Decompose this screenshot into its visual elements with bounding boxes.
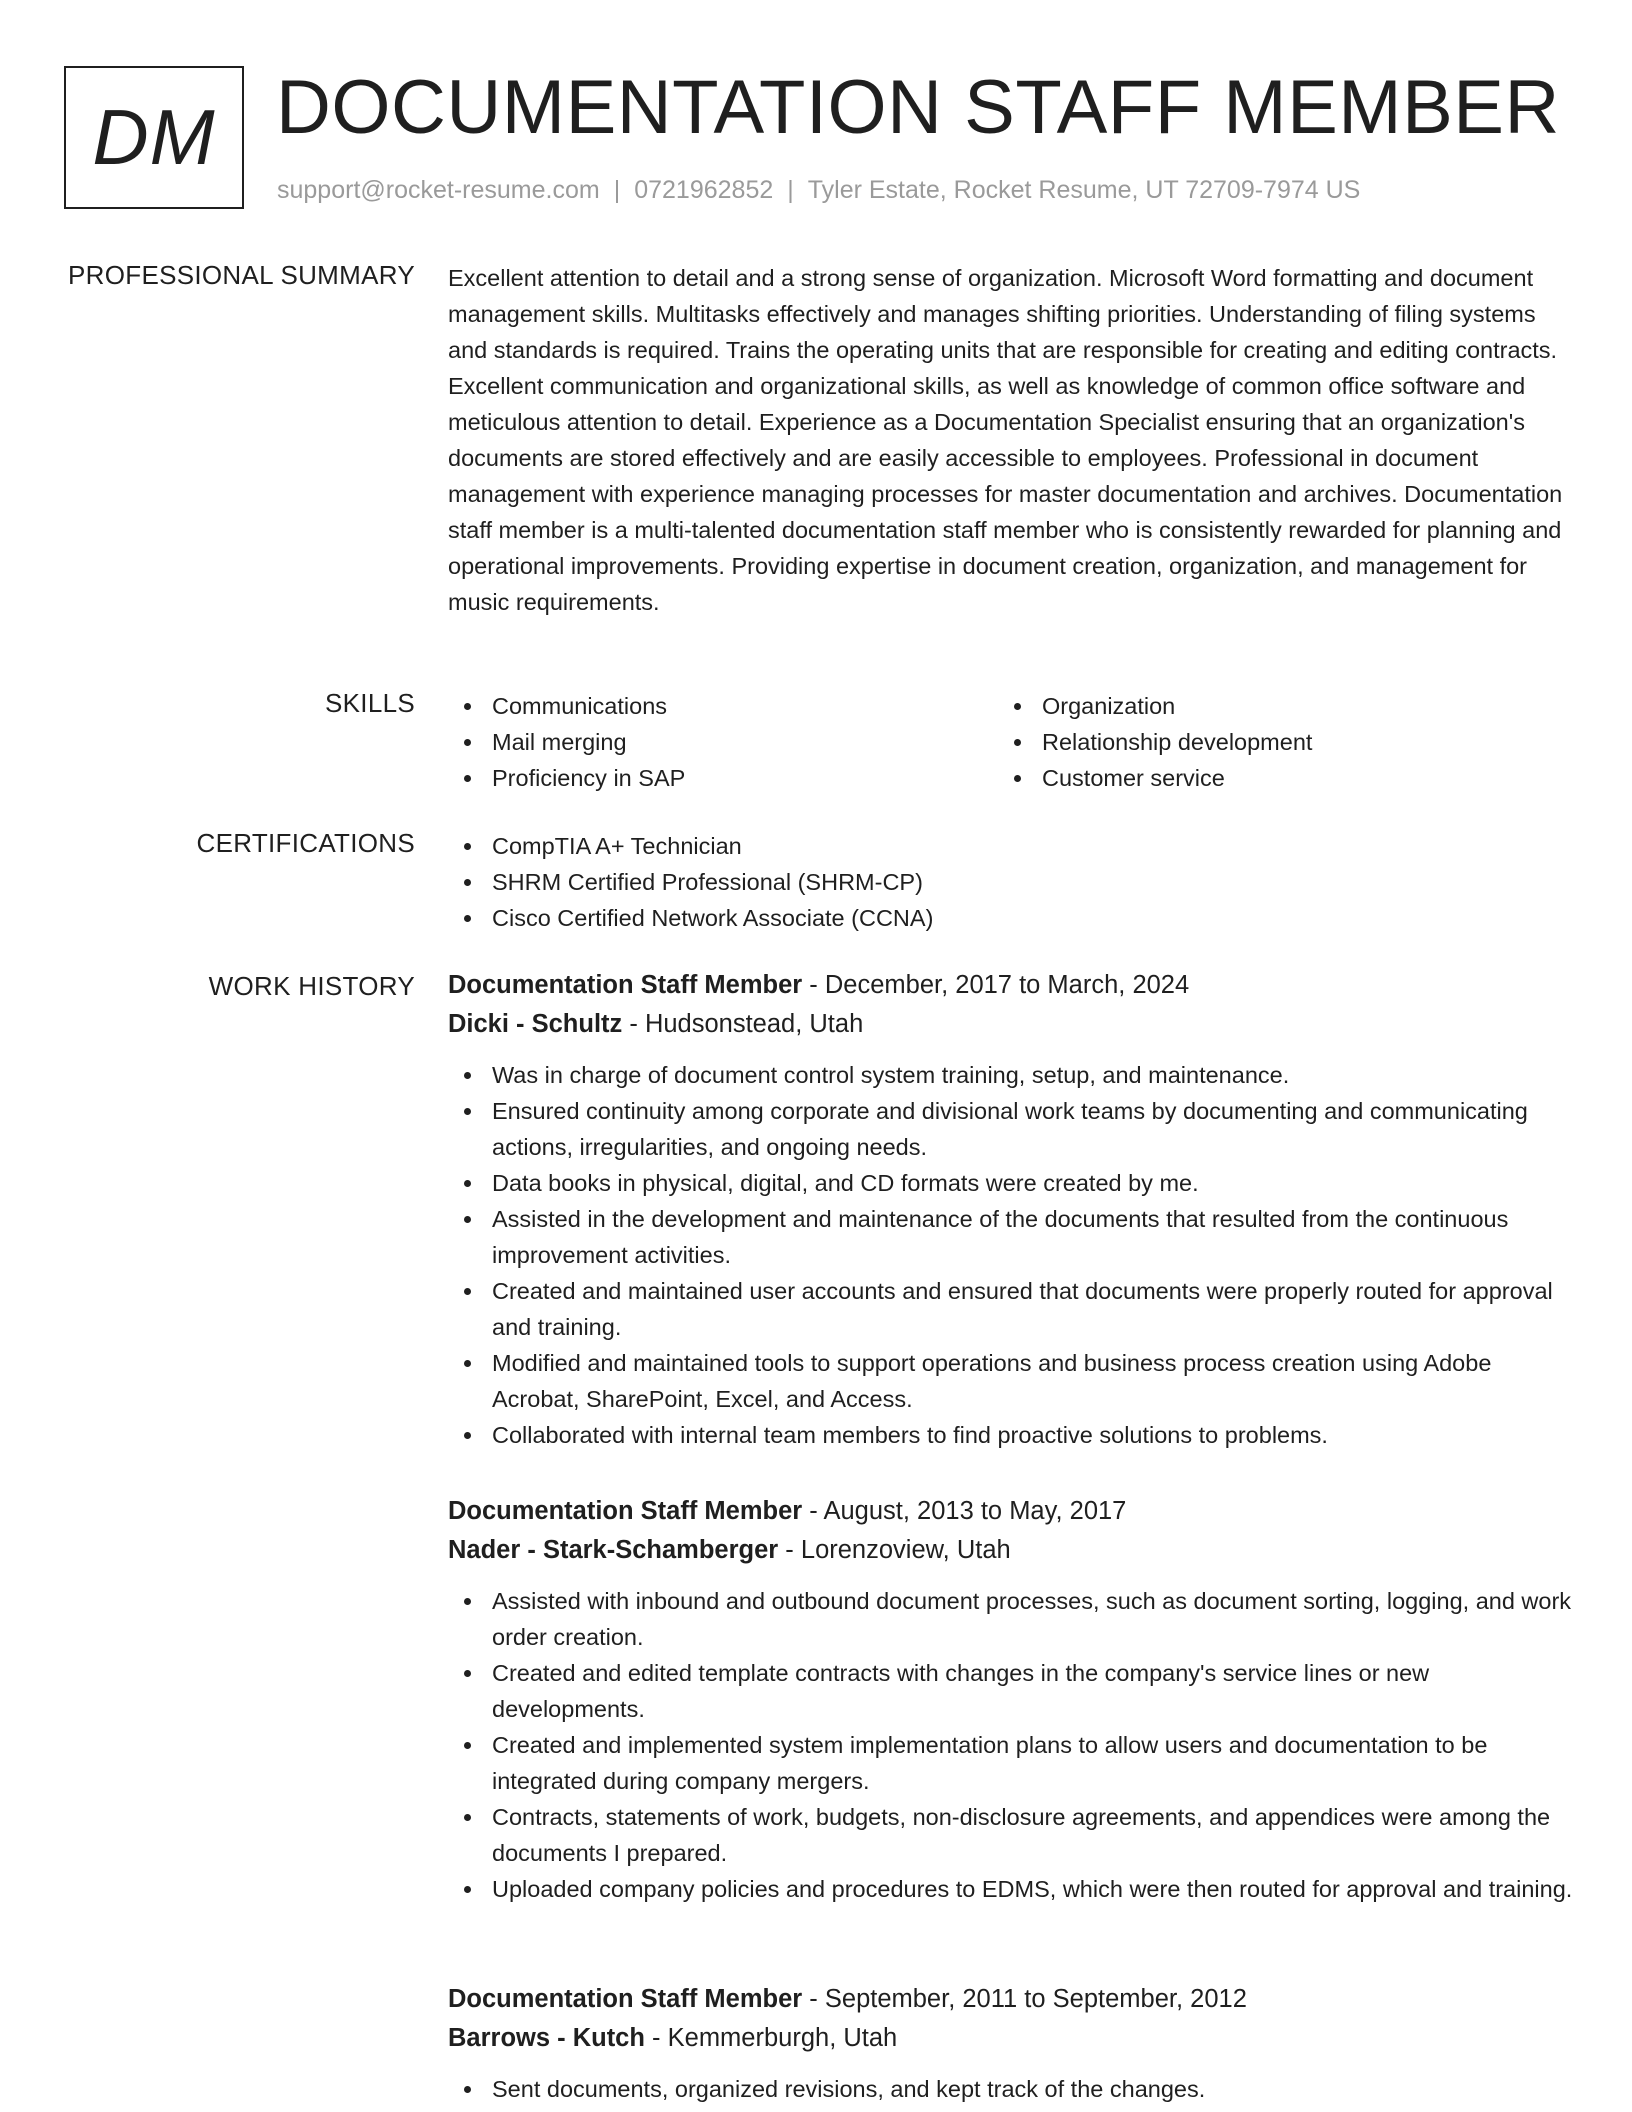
contact-address: Tyler Estate, Rocket Resume, UT 72709-7974 US [807, 176, 1361, 204]
monogram-initials: DM [92, 93, 216, 181]
job-duties-list [448, 1057, 1573, 1453]
job-dates: December, 2017 to March, 2024 [824, 971, 1190, 999]
job-dash: - [778, 1536, 801, 1564]
skill-item: Communications [448, 688, 998, 724]
job-duties-list [448, 1583, 1573, 1907]
work-history-heading: WORK HISTORY [208, 971, 415, 1001]
job-duties-list [448, 2071, 1573, 2107]
skill-item: Customer service [998, 760, 1548, 796]
job-company-line [448, 1005, 1573, 1043]
job-duty: Collaborated with internal team members to find proactive solutions to problems. [448, 1417, 1573, 1453]
skill-item: Relationship development [998, 724, 1548, 760]
certification-item: Cisco Certified Network Associate (CCNA) [448, 900, 1573, 936]
job-dash: - [802, 1497, 824, 1525]
job-duty: Contracts, statements of work, budgets, non-disclosure agreements, and appendices were among the documents I prepared. [448, 1799, 1573, 1871]
job-company: Dicki - Schultz [448, 1010, 623, 1038]
contact-email: support@rocket-resume.com [277, 176, 600, 204]
job-title-line [448, 1979, 1573, 2019]
certifications-list [448, 828, 1573, 936]
skills-grid [448, 688, 1573, 796]
job-company: Nader - Stark-Schamberger [448, 1536, 779, 1564]
job-duty: Sent documents, organized revisions, and kept track of the changes. [448, 2071, 1573, 2107]
job-company-line [448, 1531, 1573, 1569]
job-duty: Ensured continuity among corporate and divisional work teams by documenting and communicating actions, irregularities, and ongoing needs. [448, 1093, 1573, 1165]
job-dash: - [802, 1985, 825, 2013]
job-entry [448, 965, 1573, 1453]
skills-list-left [448, 688, 998, 796]
job-duty: Data books in physical, digital, and CD formats were created by me. [448, 1165, 1573, 1201]
skills-heading: SKILLS [325, 688, 415, 718]
job-entry [448, 1979, 1573, 2107]
job-title-line [448, 1491, 1573, 1531]
job-duty: Created and implemented system implementation plans to allow users and documentation to be integrated during company mergers. [448, 1727, 1573, 1799]
job-title: Documentation Staff Member [448, 971, 803, 999]
job-duty: Created and edited template contracts with changes in the company's service lines or new developments. [448, 1655, 1573, 1727]
job-dash: - [622, 1010, 645, 1038]
job-duty: Created and maintained user accounts and ensured that documents were properly routed for approval and training. [448, 1273, 1573, 1345]
contact-separator: | [787, 176, 794, 204]
job-dates: August, 2013 to May, 2017 [823, 1497, 1127, 1525]
certification-item: SHRM Certified Professional (SHRM-CP) [448, 864, 1573, 900]
job-duty: Assisted in the development and maintenance of the documents that resulted from the continuous improvement activities. [448, 1201, 1573, 1273]
job-company: Barrows - Kutch [448, 2024, 645, 2052]
certifications-heading: CERTIFICATIONS [196, 828, 415, 858]
summary-heading: PROFESSIONAL SUMMARY [68, 260, 415, 290]
certification-item: CompTIA A+ Technician [448, 828, 1573, 864]
job-title-line [448, 965, 1573, 1005]
job-dates: September, 2011 to September, 2012 [824, 1985, 1247, 2013]
job-location: Lorenzoview, Utah [800, 1536, 1011, 1564]
skill-item: Mail merging [448, 724, 998, 760]
candidate-name: DOCUMENTATION STAFF MEMBER [276, 65, 1560, 150]
contact-phone: 0721962852 [634, 176, 774, 204]
resume-header [64, 66, 1584, 212]
job-location: Kemmerburgh, Utah [667, 2024, 898, 2052]
summary-text: Excellent attention to detail and a strong sense of organization. Microsoft Word formatting and document management skills. Multitasks effectively and manages shifting priorities. Understanding of filing systems and standards is required. Trains the operating units that are responsible for creating and editing contracts. Excellent communication and organizational skills, as well as knowledge of common office software and meticulous attention to detail. Experience as a Documentation Specialist ensuring that an organization's documents are stored effectively and are easily accessible to employees. Professional in document management with experience managing processes for master documentation and archives. Documentation staff member is a multi-talented documentation staff member who is consistently rewarded for planning and operational improvements. Providing expertise in document creation, organization, and management for music requirements. [448, 265, 1563, 615]
job-company-line [448, 2019, 1573, 2057]
job-dash: - [802, 971, 825, 999]
skill-item: Proficiency in SAP [448, 760, 998, 796]
job-title: Documentation Staff Member [448, 1985, 803, 2013]
contact-line [277, 176, 1360, 205]
contact-separator: | [613, 176, 621, 204]
skill-item: Organization [998, 688, 1548, 724]
job-duty: Uploaded company policies and procedures to EDMS, which were then routed for approval and training. [448, 1871, 1573, 1907]
job-duty: Modified and maintained tools to support operations and business process creation using Adobe Acrobat, SharePoint, Excel, and Access. [448, 1345, 1573, 1417]
job-title: Documentation Staff Member [448, 1497, 803, 1525]
job-dash: - [644, 2024, 668, 2052]
monogram-box [64, 66, 244, 209]
job-location: Hudsonstead, Utah [644, 1010, 864, 1038]
job-entry [448, 1491, 1573, 1907]
skills-list-right [998, 688, 1548, 796]
job-duty: Was in charge of document control system training, setup, and maintenance. [448, 1057, 1573, 1093]
certifications-body [448, 828, 1573, 936]
job-duty: Assisted with inbound and outbound document processes, such as document sorting, logging, and work order creation. [448, 1583, 1573, 1655]
